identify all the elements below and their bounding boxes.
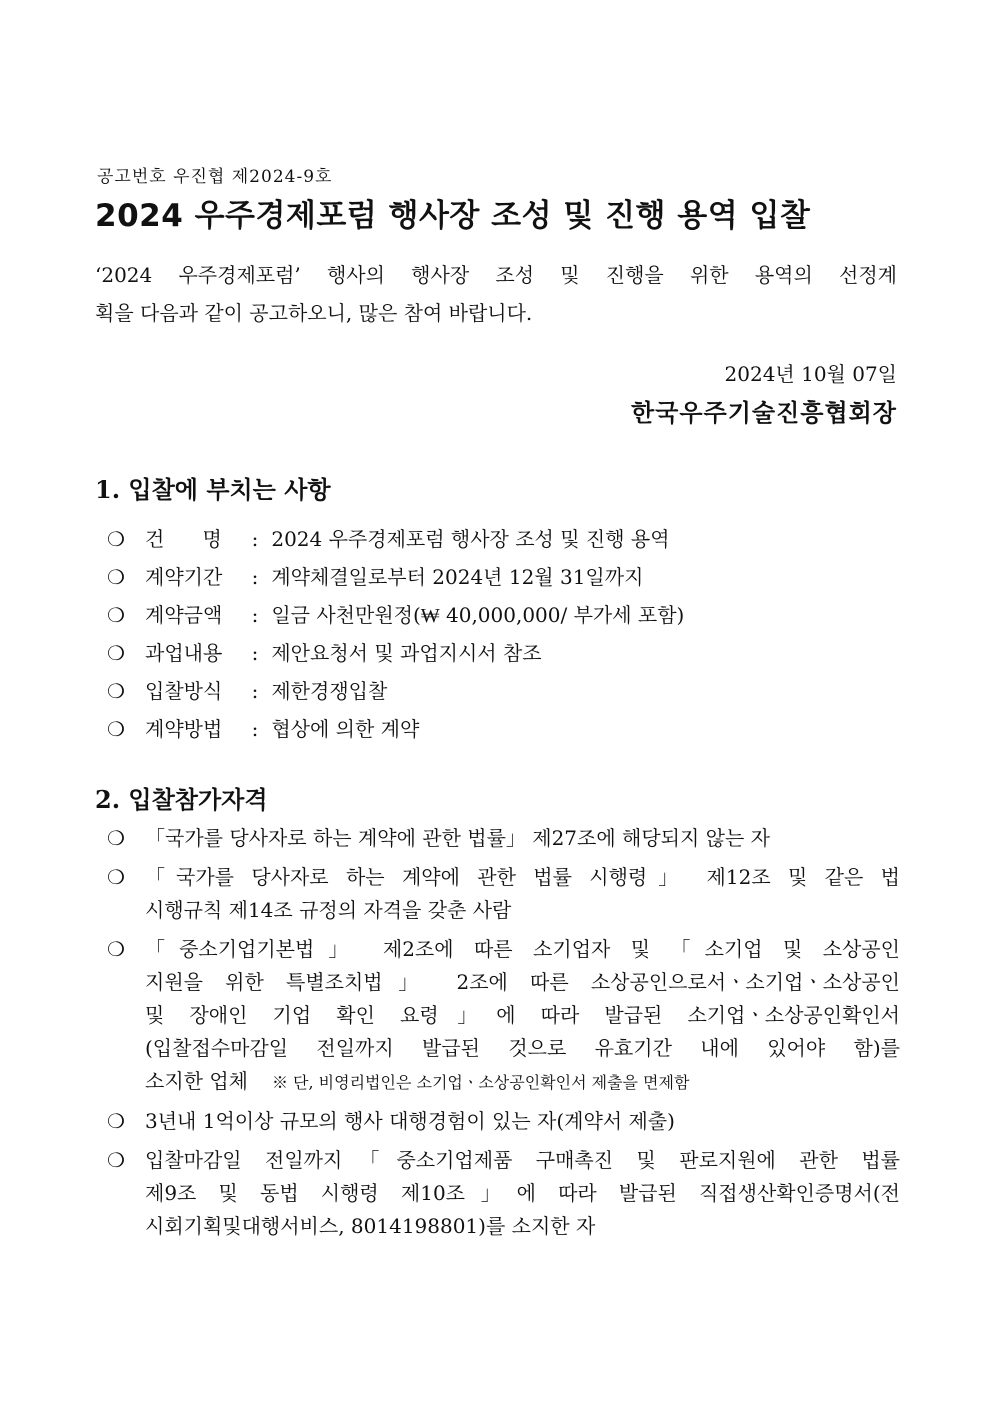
notice-number: 공고번호 우진협 제2024-9호 <box>97 167 333 187</box>
item-line: 「중소기업기본법」 제2조에 따른 소기업자 및 「소기업 및 소상공인 <box>145 937 900 961</box>
list-item <box>105 634 900 672</box>
bullet-icon: ❍ <box>107 679 125 703</box>
list-item <box>105 672 900 710</box>
bullet-icon: ❍ <box>107 717 125 741</box>
bullet-icon: ❍ <box>107 937 125 961</box>
list-item <box>105 710 900 748</box>
item-value: 협상에 의한 계약 <box>271 717 420 741</box>
item-line: 시회기획및대행서비스, 8014198801)를 소지한 자 <box>145 1214 596 1238</box>
list-item <box>105 822 900 855</box>
item-line: 「국가를 당사자로 하는 계약에 관한 법률」 제27조에 해당되지 않는 자 <box>145 826 770 850</box>
bullet-icon: ❍ <box>107 1109 125 1133</box>
bullet-icon: ❍ <box>107 603 125 627</box>
bullet-icon: ❍ <box>107 641 125 665</box>
item-label: 계약기간 <box>145 565 223 589</box>
item-colon: : <box>251 527 259 551</box>
exemption-note: ※ 단, 비영리법인은 소기업ㆍ소상공인확인서 제출을 면제함 <box>271 1073 690 1092</box>
item-line: 및 장애인 기업 확인 요령」에 따라 발급된 소기업ㆍ소상공인확인서 <box>145 1003 900 1027</box>
item-line: 3년내 1억이상 규모의 행사 대행경험이 있는 자(계약서 제출) <box>145 1109 675 1133</box>
item-label: 과업내용 <box>145 641 223 665</box>
item-label: 건 명 <box>145 527 222 551</box>
item-line: 제9조 및 동법 시행령 제10조」에 따라 발급된 직접생산확인증명서(전 <box>145 1181 900 1205</box>
item-line: (입찰접수마감일 전일까지 발급된 것으로 유효기간 내에 있어야 함)를 <box>145 1036 900 1060</box>
item-value: 일금 사천만원정(₩ 40,000,000/ 부가세 포함) <box>271 603 685 627</box>
list-item <box>105 596 900 634</box>
bid-details-list <box>105 520 900 748</box>
list-item <box>105 1105 900 1138</box>
section-title: 1. 입찰에 부치는 사항 <box>95 475 331 504</box>
intro-line: ‘2024 우주경제포럼’ 행사의 행사장 조성 및 진행을 위한 용역의 선정계 <box>95 263 897 287</box>
item-colon: : <box>251 717 259 741</box>
bullet-icon: ❍ <box>107 865 125 889</box>
intro-line: 획을 다음과 같이 공고하오니, 많은 참여 바랍니다. <box>95 301 533 325</box>
item-line: 「국가를 당사자로 하는 계약에 관한 법률 시행령」 제12조 및 같은 법 <box>145 865 900 889</box>
item-colon: : <box>251 679 259 703</box>
item-line: 지원을 위한 특별조치법」 2조에 따른 소상공인으로서ㆍ소기업ㆍ소상공인 <box>145 970 900 994</box>
bullet-icon: ❍ <box>107 826 125 850</box>
page-title: 2024 우주경제포럼 행사장 조성 및 진행 용역 입찰 <box>95 198 811 234</box>
item-value: 제한경쟁입찰 <box>271 679 388 703</box>
item-line: 입찰마감일 전일까지「중소기업제품 구매촉진 및 판로지원에 관한 법률 <box>145 1148 900 1172</box>
bullet-icon: ❍ <box>107 1148 125 1172</box>
intro-paragraph <box>95 256 897 332</box>
list-item <box>105 520 900 558</box>
list-item <box>105 558 900 596</box>
item-value: 2024 우주경제포럼 행사장 조성 및 진행 용역 <box>271 527 670 551</box>
list-item <box>105 861 900 927</box>
item-line-text: 소지한 업체 <box>145 1069 248 1093</box>
item-label: 계약금액 <box>145 603 223 627</box>
qualification-list <box>105 822 900 1249</box>
list-item <box>105 1144 900 1243</box>
list-item <box>105 933 900 1099</box>
item-colon: : <box>251 565 259 589</box>
item-line: 시행규칙 제14조 규정의 자격을 갖춘 사람 <box>145 898 512 922</box>
item-label: 입찰방식 <box>145 679 223 703</box>
section-title: 2. 입찰참가자격 <box>95 785 268 814</box>
notice-date: 2024년 10월 07일 <box>724 362 897 386</box>
item-label: 계약방법 <box>145 717 223 741</box>
item-value: 계약체결일로부터 2024년 12월 31일까지 <box>271 565 644 589</box>
item-line <box>145 1065 900 1099</box>
issuer-name: 한국우주기술진흥협회장 <box>630 398 897 427</box>
item-value: 제안요청서 및 과업지시서 참조 <box>271 641 542 665</box>
bullet-icon: ❍ <box>107 527 125 551</box>
item-colon: : <box>251 641 259 665</box>
bullet-icon: ❍ <box>107 565 125 589</box>
item-colon: : <box>251 603 259 627</box>
